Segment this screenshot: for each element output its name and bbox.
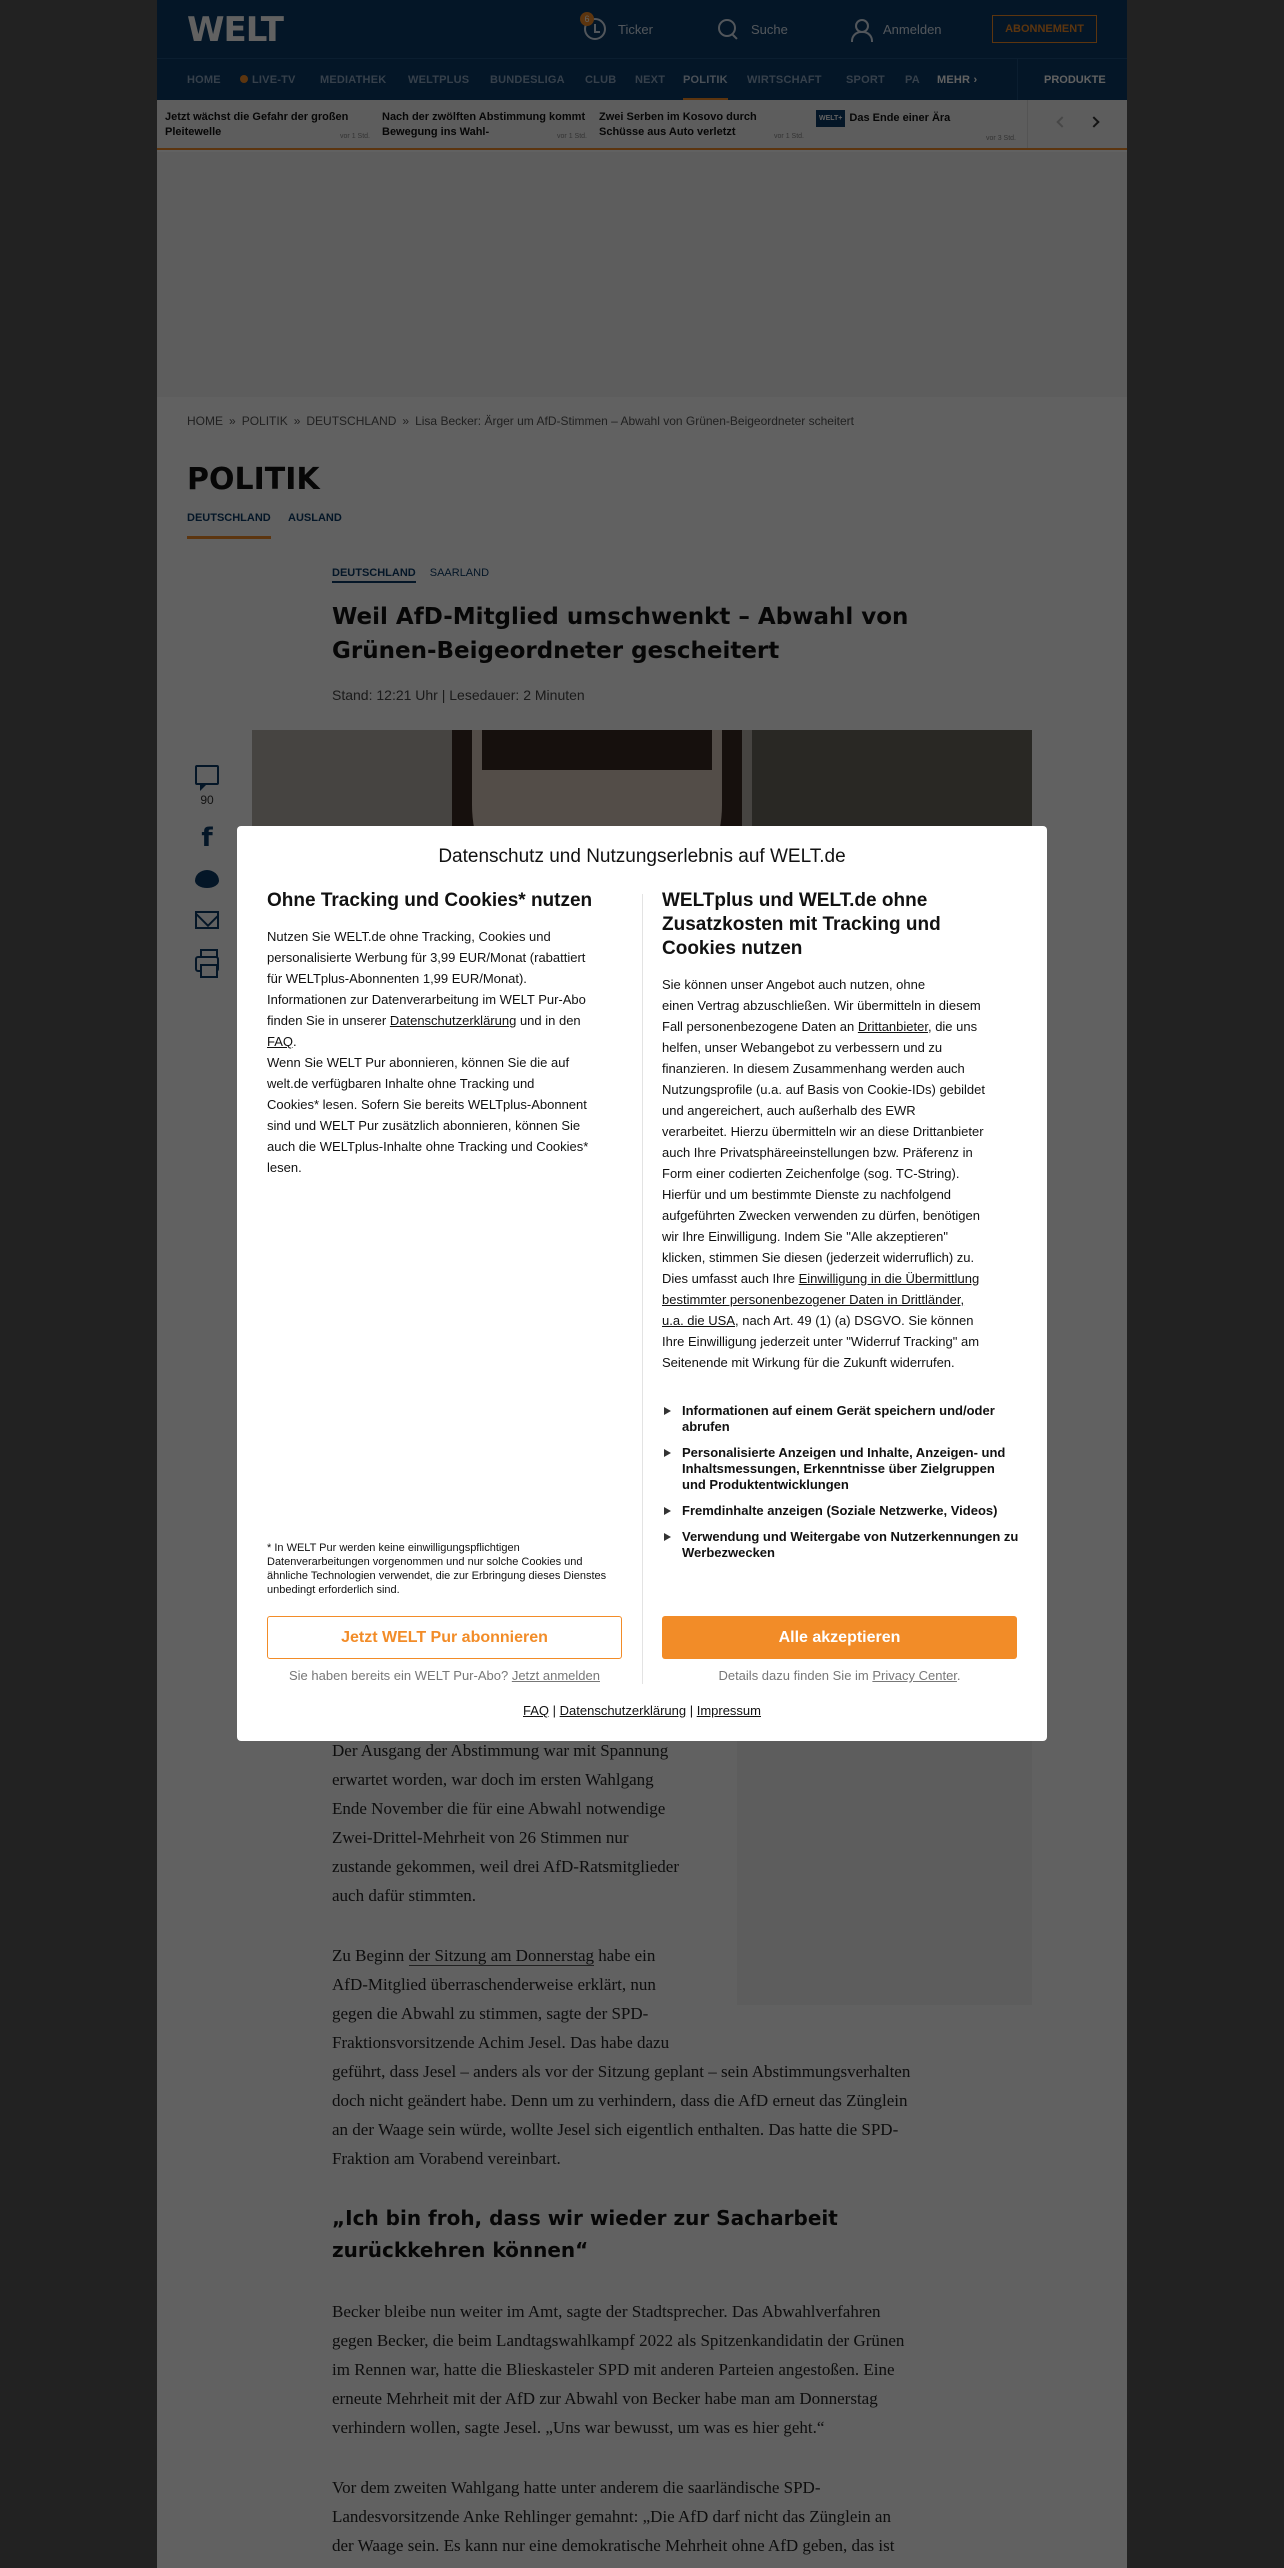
text-line: welt.de verfügbaren Inhalte ohne Tracking und: [267, 1076, 535, 1091]
text-fragment: , nach Art. 49 (1) (a) DSGVO. Sie können: [735, 1313, 974, 1328]
text-line: Hierfür und um bestimmte Dienste zu nachfolgend: [662, 1187, 952, 1202]
text-line: Nutzen Sie WELT.de ohne Tracking, Cookies und: [267, 929, 551, 944]
text-line: [662, 1016, 1032, 1037]
title-line: WELTplus und WELT.de ohne: [662, 890, 928, 911]
text-line: und angereichert, auch außerhalb des EWR: [662, 1103, 916, 1118]
subscribe-pur-button[interactable]: Jetzt WELT Pur abonnieren: [267, 1616, 622, 1659]
text-line: wir Ihre Einwilligung. Indem Sie "Alle akzeptieren": [662, 1229, 948, 1244]
title-line: Cookies nutzen: [662, 938, 803, 959]
purpose-item-personalized-ads[interactable]: Personalisierte Anzeigen und Inhalte, Anzeigen- und Inhaltsmessungen, Erkenntnisse über Zielgruppen und Produktentwicklungen: [662, 1445, 1022, 1493]
consent-footer-links: [237, 1703, 1047, 1718]
third-country-consent-link[interactable]: bestimmter personenbezogener Daten in Drittländer,: [662, 1292, 965, 1307]
text-fragment: Details dazu finden Sie im: [718, 1668, 873, 1683]
text-line: Wenn Sie WELT Pur abonnieren, können Sie die auf: [267, 1055, 570, 1070]
text-line: Seitenende mit Wirkung für die Zukunft widerrufen.: [662, 1355, 955, 1370]
text-line: für WELTplus-Abonnenten 1,99 EUR/Monat).: [267, 971, 527, 986]
tracking-option-text: [662, 974, 1032, 1373]
text-fragment: .: [293, 1034, 297, 1049]
text-line: Nutzungsprofile (u.a. auf Basis von Cookie-IDs) gebildet: [662, 1082, 985, 1097]
pur-login-note: [267, 1668, 622, 1683]
third-country-consent-link[interactable]: Einwilligung in die Übermittlung: [798, 1271, 980, 1286]
drittanbieter-link[interactable]: Drittanbieter: [857, 1019, 928, 1034]
text-line: Cookies* lesen. Sofern Sie bereits WELTplus-Abonnent: [267, 1097, 587, 1112]
text-fragment: .: [956, 1668, 961, 1683]
text-fragment: Sie haben bereits ein WELT Pur-Abo?: [289, 1668, 512, 1683]
text-line: [267, 1010, 627, 1031]
text-line: klicken, stimmen Sie diesen (jederzeit widerruflich) zu.: [662, 1250, 975, 1265]
text-fragment: , die uns: [927, 1019, 978, 1034]
text-line: [662, 1310, 1032, 1331]
purpose-list: [662, 1403, 1022, 1571]
privacy-center-link[interactable]: Privacy Center: [872, 1668, 957, 1683]
footer-privacy-link[interactable]: Datenschutzerklärung: [559, 1703, 687, 1718]
third-country-consent-link[interactable]: u.a. die USA: [662, 1313, 735, 1328]
tracking-option-title: [662, 889, 1022, 961]
text-line: [662, 1289, 1032, 1310]
text-line: Form einer codierten Zeichenfolge (sog. TC-String).: [662, 1166, 960, 1181]
text-line: auch die WELTplus-Inhalte ohne Tracking und Cookies*: [267, 1139, 589, 1154]
text-fragment: und in den: [516, 1013, 581, 1028]
text-line: aufgeführten Zwecken verwenden zu dürfen, benötigen: [662, 1208, 980, 1223]
privacy-link[interactable]: Datenschutzerklärung: [389, 1013, 517, 1028]
text-line: lesen.: [267, 1160, 302, 1175]
title-line: Zusatzkosten mit Tracking und: [662, 914, 941, 935]
text-line: verarbeitet. Hierzu übermitteln wir an diese Drittanbieter: [662, 1124, 984, 1139]
text-line: einen Vertrag abzuschließen. Wir übermitteln in diesem: [662, 998, 981, 1013]
text-line: [267, 1031, 627, 1052]
purpose-item-device-storage[interactable]: Informationen auf einem Gerät speichern und/oder abrufen: [662, 1403, 1022, 1435]
footer-faq-link[interactable]: FAQ: [523, 1703, 550, 1718]
faq-link[interactable]: FAQ: [267, 1034, 294, 1049]
text-line: Sie können unser Angebot auch nutzen, ohne: [662, 977, 926, 992]
text-fragment: Dies umfasst auch Ihre: [662, 1271, 799, 1286]
text-line: finanzieren. In diesem Zusammenhang werden auch: [662, 1061, 965, 1076]
pur-login-link[interactable]: Jetzt anmelden: [511, 1668, 600, 1683]
accept-all-button[interactable]: Alle akzeptieren: [662, 1616, 1017, 1659]
pur-option-title: Ohne Tracking und Cookies* nutzen: [267, 890, 593, 911]
consent-title: Datenschutz und Nutzungserlebnis auf WELT.de: [438, 846, 846, 867]
consent-dialog: [237, 826, 1047, 1741]
purpose-item-user-ids[interactable]: Verwendung und Weitergabe von Nutzerkennungen zu Werbezwecken: [662, 1529, 1022, 1561]
text-line: sind und WELT Pur zusätzlich abonnieren, können Sie: [267, 1118, 581, 1133]
text-line: [662, 1268, 1032, 1289]
text-fragment: Fall personenbezogene Daten an: [662, 1019, 858, 1034]
purpose-item-third-party-content[interactable]: Fremdinhalte anzeigen (Soziale Netzwerke, Videos): [662, 1503, 1022, 1519]
text-line: auch Ihre Privatsphäreeinstellungen bzw. Präferenz in: [662, 1145, 973, 1160]
pur-footnote: * In WELT Pur werden keine einwilligungspflichtigen Datenverarbeitungen vorgenommen und nur solche Cookies und ähnliche Technologien verwendet, die zur Erbringung dieses Dienstes unbedingt erforderlich sind.: [267, 1542, 607, 1596]
text-line: Ihre Einwilligung jederzeit unter "Widerruf Tracking" am: [662, 1334, 980, 1349]
text-line: Informationen zur Datenverarbeitung im WELT Pur-Abo: [267, 992, 586, 1007]
pur-option-text: [267, 926, 627, 1178]
text-line: helfen, unser Webangebot zu verbessern und zu: [662, 1040, 943, 1055]
column-divider: [642, 894, 643, 1684]
privacy-center-note: [662, 1668, 1017, 1683]
link-separator: |: [549, 1703, 560, 1718]
text-line: personalisierte Werbung für 3,99 EUR/Monat (rabattiert: [267, 950, 586, 965]
link-separator: |: [686, 1703, 697, 1718]
footer-impressum-link[interactable]: Impressum: [696, 1703, 761, 1718]
text-fragment: finden Sie in unserer: [267, 1013, 390, 1028]
